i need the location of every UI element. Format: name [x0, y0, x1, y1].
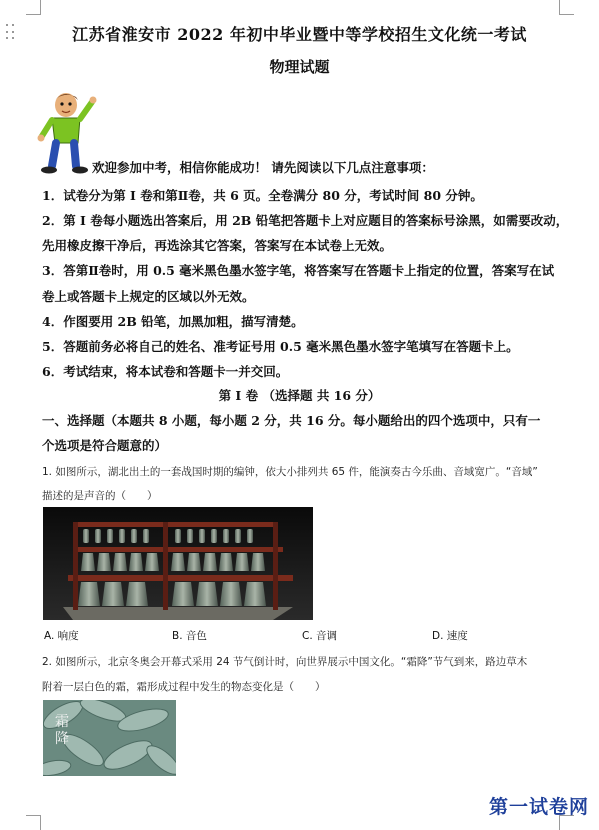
note-5: 5．答题前务必将自己的姓名、准考证号用 0.5 毫米黑色墨水签字笔填写在答题卡上。 [42, 339, 519, 354]
bianzhong-bells-image [43, 507, 313, 620]
cartoon-student-icon [36, 88, 98, 176]
crop-mark-top-left [26, 0, 41, 15]
note-3-cont: 卷上或答题卡上规定的区域以外无效。 [42, 289, 255, 304]
question-2-text: 2. 如图所示，北京冬奥会开幕式采用 24 节气倒计时，向世界展示中国文化。“霜降”节气到来，路边草木 [42, 656, 528, 668]
note-6: 6．考试结束，将本试卷和答题卡一并交回。 [42, 364, 289, 379]
note-3: 3．答第Ⅱ卷时，用 0.5 毫米黑色墨水签字笔，将答案写在答题卡上指定的位置，答案写在试 [42, 263, 555, 278]
section-title: 第 I 卷 （选择题 共 16 分） [218, 388, 381, 403]
crop-mark-bottom-left [26, 815, 41, 830]
note-4: 4．作图要用 2B 铅笔，加黑加粗，描写清楚。 [42, 314, 304, 329]
page-subtitle: 物理试题 [269, 58, 330, 76]
crop-mark-top-right [559, 0, 574, 15]
q1-option-c[interactable]: C. 音调 [302, 630, 338, 642]
question-1-text: 1. 如图所示，湖北出土的一套战国时期的编钟，依大小排列共 65 件，能演奏古今乐曲、音域宽广。“音域” [42, 466, 538, 478]
watermark-logo: 第一试卷网 [488, 796, 589, 818]
frost-leaves-image [43, 700, 176, 776]
part-heading: 一、选择题（本题共 8 小题，每小题 2 分，共 16 分。每小题给出的四个选项中，只有一 [42, 413, 541, 428]
question-2-text-cont: 附着一层白色的霜，霜形成过程中发生的物态变化是（ ） [42, 681, 326, 693]
part-heading-cont: 个选项是符合题意的） [42, 438, 168, 453]
note-2: 2．第 I 卷每小题选出答案后，用 2B 铅笔把答题卡上对应题目的答案标号涂黑，如需要改动， [42, 213, 569, 228]
note-2-cont: 先用橡皮擦干净后，再选涂其它答案，答案写在本试卷上无效。 [42, 238, 393, 253]
note-1: 1．试卷分为第 I 卷和第Ⅱ卷，共 6 页。全卷满分 80 分，考试时间 80 分钟。 [42, 188, 483, 203]
frost-image-caption: 霜降 [55, 714, 69, 747]
question-1-text-cont: 描述的是声音的（ ） [42, 490, 158, 502]
page-title: 江苏省淮安市 2022 年初中毕业暨中等学校招生文化统一考试 [72, 25, 527, 44]
q1-option-a[interactable]: A. 响度 [44, 630, 79, 642]
welcome-text: 欢迎参加中考，相信你能成功！ 请先阅读以下几点注意事项： [92, 160, 434, 175]
q1-option-b[interactable]: B. 音色 [172, 630, 207, 642]
q1-option-d[interactable]: D. 速度 [432, 630, 468, 642]
